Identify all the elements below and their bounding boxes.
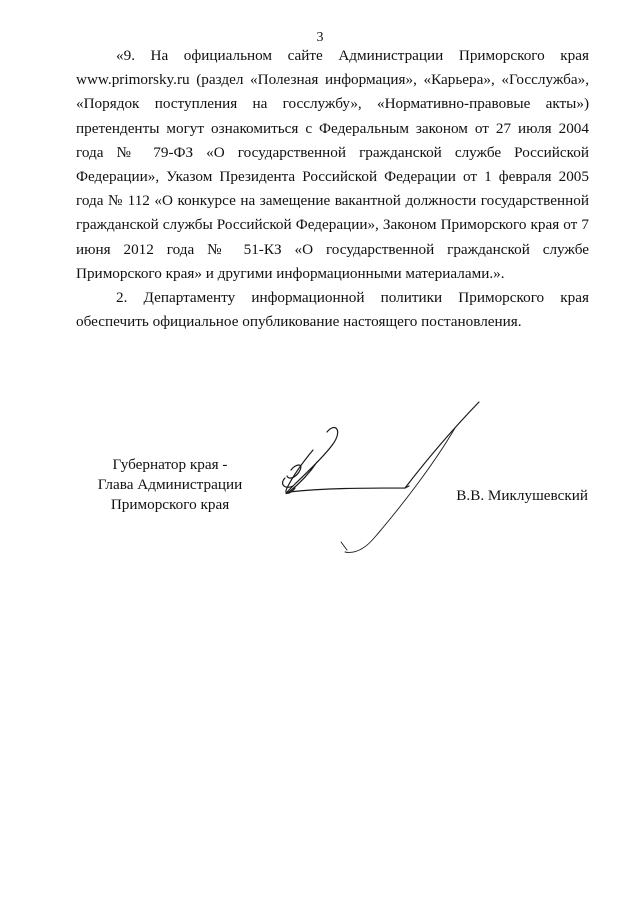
signatory-name: В.В. Миклушевский — [456, 487, 588, 504]
signatory-title — [60, 455, 280, 515]
paragraph-item-2: 2. Департаменту информационной политики Приморского края обеспечить официальное опубликование настоящего постановления. — [76, 289, 589, 331]
signatory-title-line-3: Приморского края — [110, 496, 230, 513]
document-body — [76, 44, 589, 334]
handwritten-signature — [265, 392, 505, 557]
paragraph-item-9: «9. На официальном сайте Администрации Приморского края www.primorsky.ru (раздел «Полезная информация», «Карьера», «Госслужба», «Порядок поступления на госслужбу», «Нормативно-правовые акты») претенденты могут ознакомиться с Федеральным законом от 27 июля 2004 года № 79-ФЗ «О государственной гражданской службе Российской Федерации», Указом Президента Российской Федерации от 1 февраля 2005 года № 112 «О конкурсе на замещение вакантной должности государственной гражданской службы Российской Федерации», Законом Приморского края от 7 июня 2012 года № 51-КЗ «О государственной гражданской службе Приморского края» и другими информационными материалами.». — [76, 47, 589, 282]
signatory-title-line-1: Губернатор края - — [112, 456, 228, 473]
signatory-title-line-2: Глава Администрации — [97, 476, 243, 493]
page-number: 3 — [316, 30, 324, 45]
